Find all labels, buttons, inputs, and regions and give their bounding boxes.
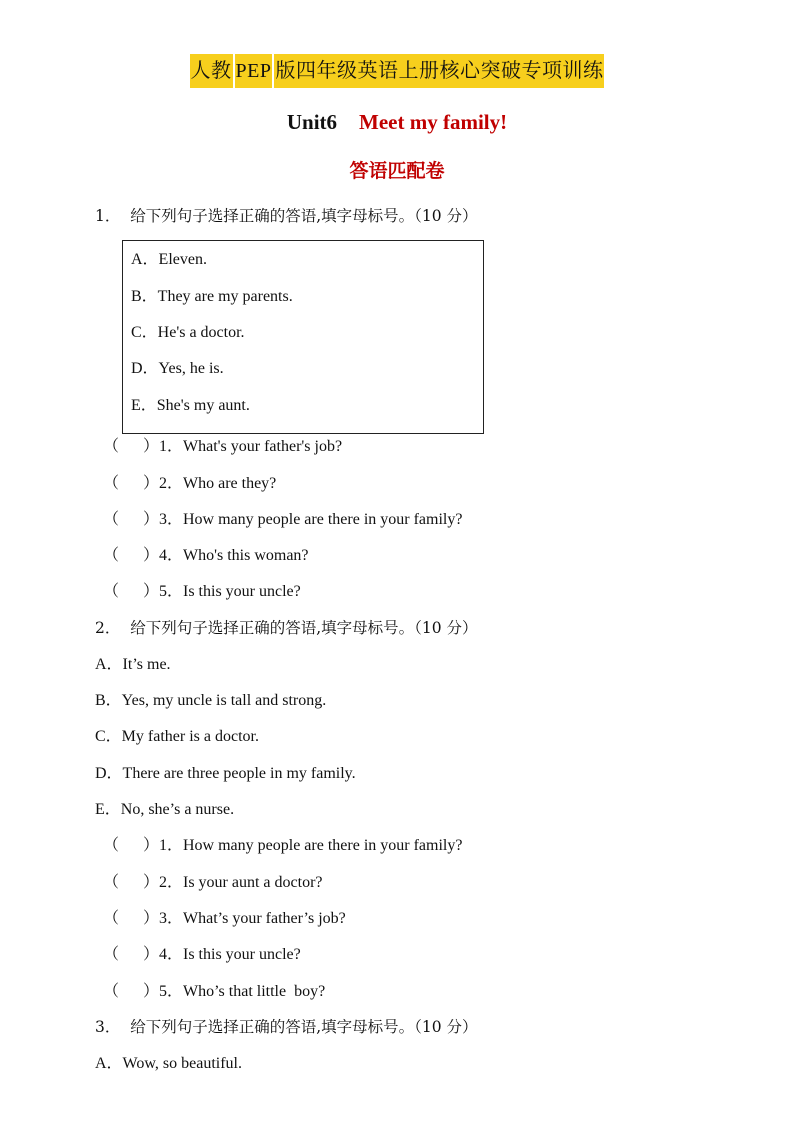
q3-option: A．Wow, so beautiful. — [95, 1055, 242, 1072]
unit-name: Meet my family! — [359, 110, 508, 134]
banner-part-edition: PEP — [235, 54, 273, 88]
q1-option: C．He's a doctor. — [131, 324, 245, 341]
q2-option: D．There are three people in my family. — [95, 765, 356, 782]
banner-part-publisher: 人教 — [190, 54, 233, 88]
q1-question: （ ）3．How many people are there in your family? — [103, 511, 463, 528]
worksheet-subtitle: 答语匹配卷 — [349, 160, 445, 182]
q1-question: （ ）2．Who are they? — [103, 475, 277, 492]
q2-option: C．My father is a doctor. — [95, 728, 259, 745]
q2-heading: 2． 给下列句子选择正确的答语,填字母标号。（10 分） — [95, 619, 478, 637]
q2-question: （ ）1．How many people are there in your family? — [103, 837, 463, 854]
q1-option: B．They are my parents. — [131, 288, 293, 305]
q2-question: （ ）5．Who’s that little boy? — [103, 983, 326, 1000]
q2-option: E．No, she’s a nurse. — [95, 801, 235, 818]
q1-option: E．She's my aunt. — [131, 397, 250, 414]
unit-label: Unit6 — [286, 110, 338, 134]
q2-question: （ ）3．What’s your father’s job? — [103, 910, 346, 927]
unit-title — [0, 110, 794, 135]
q2-option: A．It’s me. — [95, 656, 171, 673]
q1-option: D．Yes, he is. — [131, 360, 224, 377]
q1-heading: 1． 给下列句子选择正确的答语,填字母标号。（10 分） — [95, 207, 478, 225]
banner-part-title: 版四年级英语上册核心突破专项训练 — [274, 54, 604, 88]
q1-question: （ ）1．What's your father's job? — [103, 438, 343, 455]
q1-question: （ ）5．Is this your uncle? — [103, 583, 301, 600]
q1-option: A．Eleven. — [131, 251, 207, 268]
q2-question: （ ）4．Is this your uncle? — [103, 946, 301, 963]
q3-heading: 3． 给下列句子选择正确的答语,填字母标号。（10 分） — [95, 1018, 478, 1036]
q2-question: （ ）2．Is your aunt a doctor? — [103, 874, 323, 891]
q1-question: （ ）4．Who's this woman? — [103, 547, 309, 564]
q2-option: B．Yes, my uncle is tall and strong. — [95, 692, 327, 709]
document-banner — [0, 54, 794, 88]
